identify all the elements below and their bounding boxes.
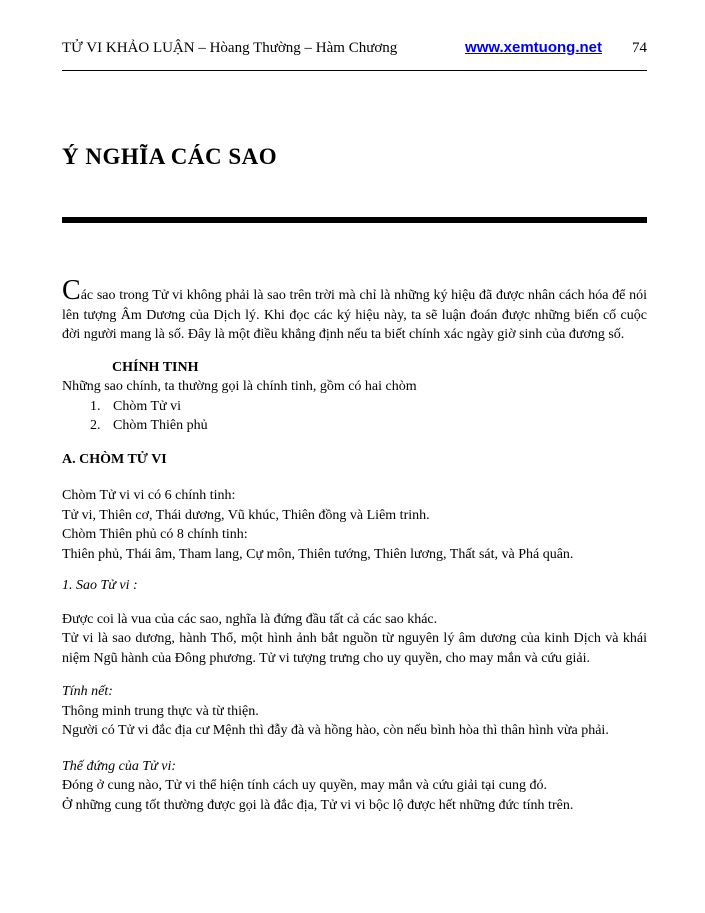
tinh-net-heading: Tính nết: [62,684,113,699]
body-line: Thiên phủ, Thái âm, Tham lang, Cự môn, Thiên tướng, Thiên lương, Thất sát, và Phá quân. [62,546,574,562]
chinh-tinh-heading: CHÍNH TINH [112,359,199,375]
website-link[interactable]: www.xemtuong.net [465,39,602,56]
body-line: Thông minh trung thực và từ thiện. [62,703,259,719]
the-dung-body [62,776,647,815]
header-divider [62,70,647,71]
body-line: Chòm Tử vi vi có 6 chính tinh: [62,488,236,503]
title-rule [62,217,647,223]
body-line: Được coi là vua của các sao, nghĩa là đứng đầu tất cả các sao khác. [62,611,438,627]
body-line: Tử vi, Thiên cơ, Thái dương, Vũ khúc, Thiên đồng và Liêm trinh. [62,507,430,523]
page-number: 74 [632,40,647,56]
intro-paragraph [62,275,647,345]
list-item-number: 2. [90,418,101,433]
body-paragraph: Tử vi là sao dương, hành Thổ, một hình ảnh bắt nguồn từ nguyên lý âm dương của kinh Dịch và khái niệm Ngũ hành của Đông phương. Tử vi tượng trưng cho uy quyền, cho may mắn và cứu giải. [62,631,647,666]
header-book-title: TỬ VI KHẢO LUẬN – Hòang Thường – Hàm Chương [62,40,398,56]
body-line: Ở những cung tốt thường được gọi là đắc địa, Tử vi vi bộc lộ được hết những đức tính trên. [62,797,574,813]
list-item [62,397,647,417]
list-item-label: Chòm Thiên phủ [113,418,208,433]
constellation-list [62,397,647,436]
initial-letter: C [62,275,81,306]
sao-tu-vi-body [62,610,647,669]
tinh-net-body [62,702,647,741]
sao-tu-vi-heading: 1. Sao Tử vi : [62,578,138,593]
body-line: Chòm Thiên phủ có 8 chính tinh: [62,527,248,542]
list-item-label: Chòm Tử vi [113,398,182,414]
section-a-heading: A. CHÒM TỬ VI [62,451,167,467]
list-item [62,416,647,436]
document-body [62,275,647,815]
the-dung-heading: Thế đứng của Tử vi: [62,758,177,774]
list-item-number: 1. [90,398,101,414]
body-line: Đóng ở cung nào, Tử vi thể hiện tính cách uy quyền, may mắn và cứu giải tại cung đó. [62,778,547,793]
chinh-tinh-lead: Những sao chính, ta thường gọi là chính tinh, gồm có hai chòm [62,379,417,394]
section-a-body [62,486,647,564]
body-line: Người có Tử vi đắc địa cư Mệnh thì đẫy đà và hồng hào, còn nếu bình hòa thì thân hình vừa phải. [62,723,609,738]
intro-text: ác sao trong Tử vi không phải là sao trên trời mà chỉ là những ký hiệu đã được nhân cách hóa để nói lên tượng Âm Dương của Dịch lý. Khi đọc các ký hiệu này, ta sẽ luận đoán được những biến cố cuộc đời người mang là số. Đây là một điều khẳng định nếu ta biết chính xác ngày giờ sinh của đương số. [62,288,647,342]
page-header [62,38,647,58]
chapter-title: Ý NGHĨA CÁC SAO [62,144,278,169]
